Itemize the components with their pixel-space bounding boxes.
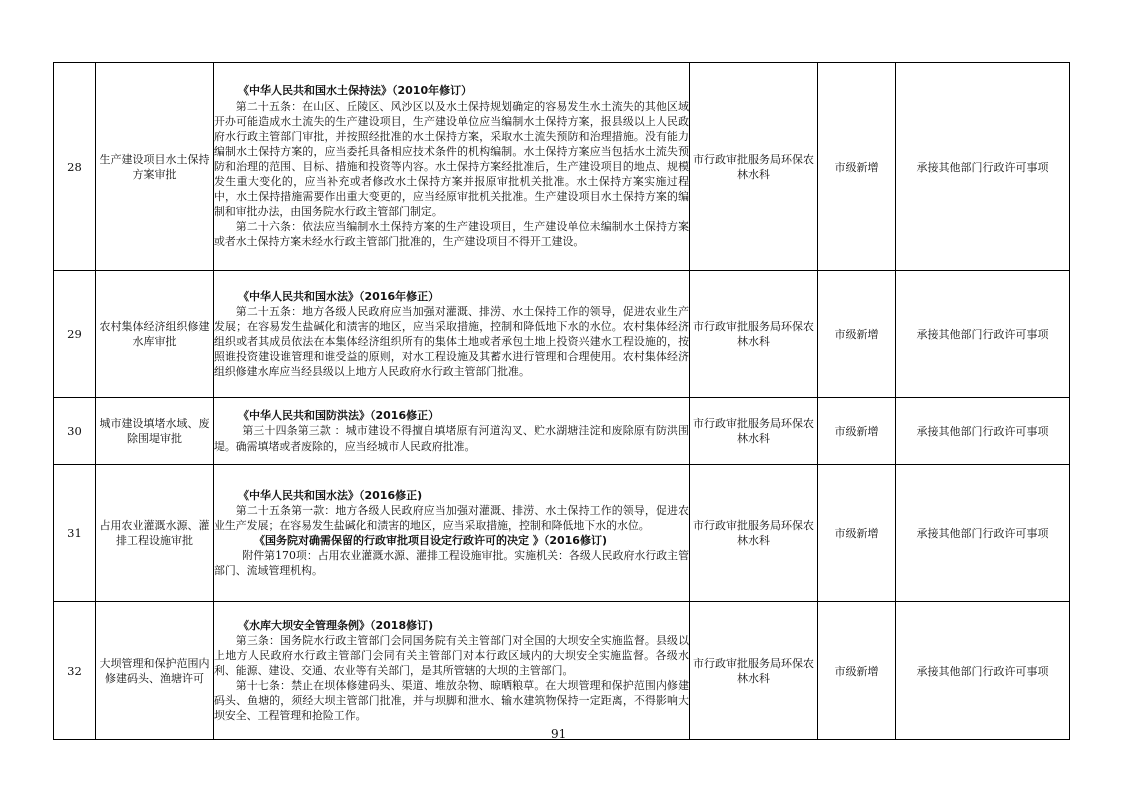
legal-basis [214,602,690,740]
permit-items-table [53,62,1070,740]
legal-basis [214,63,690,271]
row-number: 29 [54,271,96,398]
item-name: 占用农业灌溉水源、灌排工程设施审批 [96,465,214,602]
remark: 承接其他部门行政许可事项 [896,602,1070,740]
legal-basis [214,398,690,465]
remark: 承接其他部门行政许可事项 [896,398,1070,465]
remark: 承接其他部门行政许可事项 [896,465,1070,602]
row-number: 31 [54,465,96,602]
item-name: 生产建设项目水土保持方案审批 [96,63,214,271]
table-row [54,465,1070,602]
law-article: 第十七条：禁止在坝体修建码头、渠道、堆放杂物、晾晒粮草。在大坝管理和保护范围内修建码头、鱼塘的，须经大坝主管部门批准，并与坝脚和泄水、输水建筑物保持一定距离，不得影响大坝安全、工程管理和抢险工作。 [214,679,689,723]
table-row [54,63,1070,271]
law-title: 《中华人民共和国水土保持法》（2010年修订） [238,84,473,98]
law-title: 《中华人民共和国防洪法》（2016修正） [238,409,440,423]
table-row [54,271,1070,398]
law-article: 附件第170项：占用农业灌溉水源、灌排工程设施审批。实施机关：各级人民政府水行政主管部门、流域管理机构。 [214,549,689,578]
law-title: 《中华人民共和国水法》（2016年修正） [238,289,440,303]
item-name: 城市建设填堵水域、废除围堤审批 [96,398,214,465]
item-type: 市级新增 [818,398,896,465]
item-name: 大坝管理和保护范围内修建码头、渔塘许可 [96,602,214,740]
law-title: 《水库大坝安全管理条例》（2018修订) [238,618,434,632]
law-article: 第二十六条：依法应当编制水土保持方案的生产建设项目，生产建设单位未编制水土保持方案或者水土保持方案未经水行政主管部门批准的，生产建设项目不得开工建设。 [214,220,689,249]
department: 市行政审批服务局环保农林水科 [690,602,818,740]
law-title: 《中华人民共和国水法》（2016修正) [238,488,423,502]
item-name: 农村集体经济组织修建水库审批 [96,271,214,398]
department: 市行政审批服务局环保农林水科 [690,398,818,465]
table-row [54,398,1070,465]
legal-basis [214,271,690,398]
row-number: 32 [54,602,96,740]
law-article: 第三条：国务院水行政主管部门会同国务院有关主管部门对全国的大坝安全实施监督。县级以上地方人民政府水行政主管部门会同有关主管部门对本行政区域内的大坝安全实施监督。各级水利、能源、建设、交通、农业等有关部门，是其所管辖的大坝的主管部门。 [214,633,689,677]
table-row [54,602,1070,740]
page-number: 91 [551,727,567,741]
department: 市行政审批服务局环保农林水科 [690,63,818,271]
row-number: 28 [54,63,96,271]
table-body [54,63,1070,740]
law-article: 第三十四条第三款 ：城市建设不得擅自填堵原有河道沟叉、贮水湖塘洼淀和废除原有防洪围堤。确需填堵或者废除的，应当经城市人民政府批准。 [214,424,689,453]
item-type: 市级新增 [818,602,896,740]
remark: 承接其他部门行政许可事项 [896,271,1070,398]
department: 市行政审批服务局环保农林水科 [690,465,818,602]
law-title: 《国务院对确需保留的行政审批项目设定行政许可的决定 》（2016修订) [254,534,607,547]
remark: 承接其他部门行政许可事项 [896,63,1070,271]
law-article: 第二十五条第一款：地方各级人民政府应当加强对灌溉、排涝、水土保持工作的领导，促进农业生产发展；在容易发生盐碱化和渍害的地区，应当采取措施，控制和降低地下水的水位。 [214,503,689,532]
legal-basis [214,465,690,602]
law-article: 第二十五条：地方各级人民政府应当加强对灌溉、排涝、水土保持工作的领导，促进农业生产发展；在容易发生盐碱化和渍害的地区，应当采取措施，控制和降低地下水的水位。农村集体经济组织或者其成员依法在本集体经济组织所有的集体土地或者承包土地上投资兴建水工程设施的，按照谁投资建设谁管理和谁受益的原则，对水工程设施及其蓄水进行管理和合理使用。农村集体经济组织修建水库应当经县级以上地方人民政府水行政主管部门批准。 [214,304,689,379]
item-type: 市级新增 [818,63,896,271]
item-type: 市级新增 [818,465,896,602]
item-type: 市级新增 [818,271,896,398]
row-number: 30 [54,398,96,465]
department: 市行政审批服务局环保农林水科 [690,271,818,398]
law-article: 第二十五条：在山区、丘陵区、风沙区以及水土保持规划确定的容易发生水土流失的其他区域开办可能造成水土流失的生产建设项目，生产建设单位应当编制水土保持方案，报县级以上人民政府水行政主管部门审批，并按照经批准的水土保持方案，采取水土流失预防和治理措施。没有能力编制水土保持方案的，应当委托具备相应技术条件的机构编制。水土保持方案应当包括水土流失预防和治理的范围、目标、措施和投资等内容。水土保持方案经批准后，生产建设项目的地点、规模发生重大变化的，应当补充或者修改水土保持方案并报原审批机关批准。水土保持方案实施过程中，水土保持措施需要作出重大变更的，应当经原审批机关批准。生产建设项目水土保持方案的编制和审批办法，由国务院水行政主管部门制定。 [214,99,689,219]
